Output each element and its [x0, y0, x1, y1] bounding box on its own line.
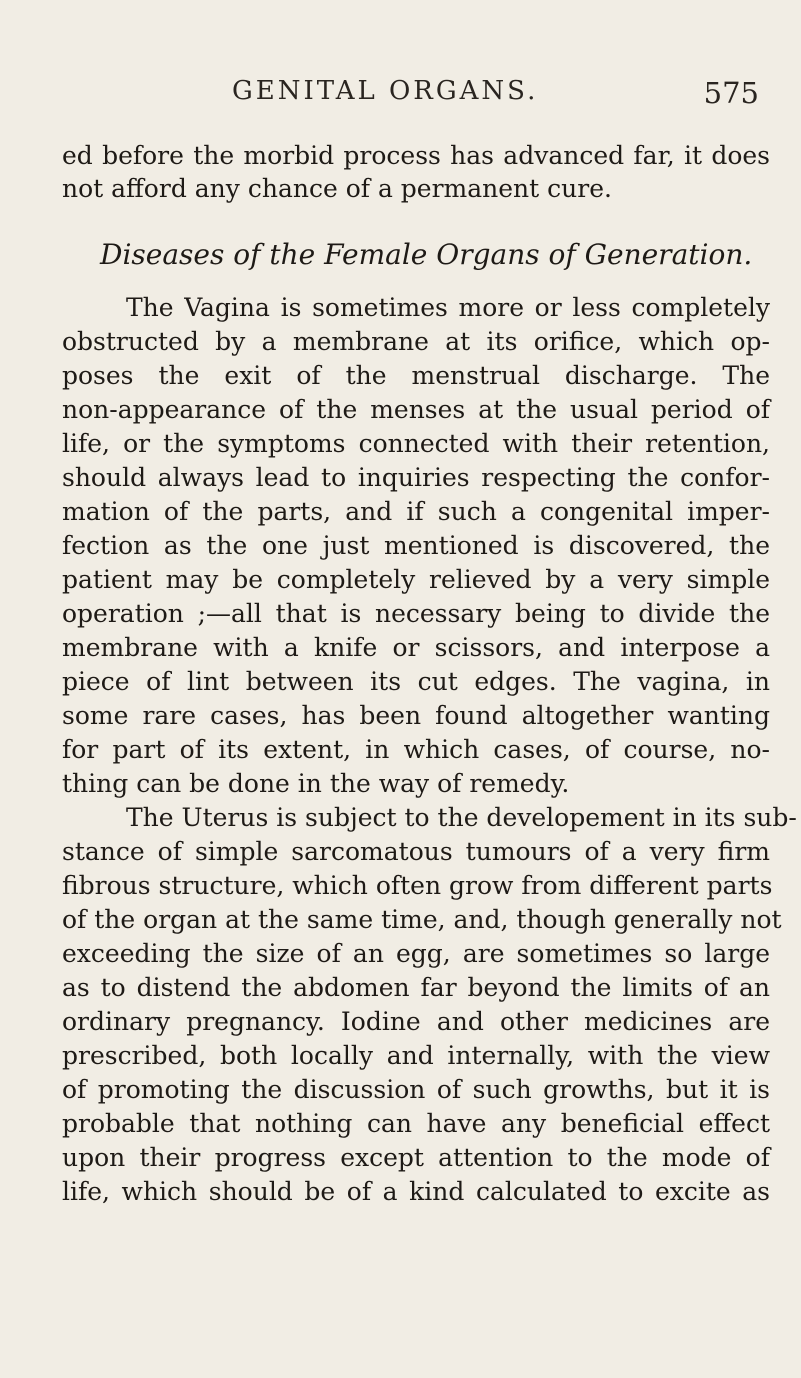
text-line: for part of its extent, in which cases, of course, no- — [62, 735, 770, 764]
text-line: poses the exit of the menstrual discharge. The — [62, 361, 770, 390]
text-line: fection as the one just mentioned is discovered, the — [62, 531, 770, 560]
text-line: mation of the parts, and if such a congenital imper- — [62, 497, 770, 526]
text-line: The Vagina is sometimes more or less completely — [126, 293, 770, 322]
text-line: not afford any chance of a permanent cure. — [62, 174, 612, 203]
text-line: upon their progress except attention to the mode of — [62, 1143, 770, 1172]
page-number: 575 — [703, 76, 759, 110]
running-head — [62, 76, 777, 116]
text-line: The Uterus is subject to the developement in its sub- — [126, 803, 797, 832]
text-line: ed before the morbid process has advanced far, it does — [62, 141, 770, 170]
text-line: stance of simple sarcomatous tumours of a very firm — [62, 837, 770, 866]
text-line: exceeding the size of an egg, are sometimes so large — [62, 939, 770, 968]
text-line: probable that nothing can have any beneficial effect — [62, 1109, 770, 1138]
text-line: prescribed, both locally and internally, with the view — [62, 1041, 770, 1070]
text-line: operation ;—all that is necessary being to divide the — [62, 599, 770, 628]
text-line: should always lead to inquiries respecting the confor- — [62, 463, 770, 492]
text-line: of the organ at the same time, and, though generally not — [62, 905, 782, 934]
text-line: of promoting the discussion of such growths, but it is — [62, 1075, 770, 1104]
text-line: some rare cases, has been found altogether wanting — [62, 701, 770, 730]
text-line: patient may be completely relieved by a very simple — [62, 565, 770, 594]
text-line: obstructed by a membrane at its orifice, which op- — [62, 327, 770, 356]
text-line: ordinary pregnancy. Iodine and other medicines are — [62, 1007, 770, 1036]
text-line: thing can be done in the way of remedy. — [62, 769, 570, 798]
text-line: non-appearance of the menses at the usual period of — [62, 395, 770, 424]
text-line: membrane with a knife or scissors, and interpose a — [62, 633, 770, 662]
running-head-title: GENITAL ORGANS. — [232, 76, 539, 106]
text-line: fibrous structure, which often grow from different parts — [62, 871, 773, 900]
text-line: piece of lint between its cut edges. The vagina, in — [62, 667, 770, 696]
section-heading: Diseases of the Female Organs of Generation. — [100, 238, 753, 271]
text-line: as to distend the abdomen far beyond the limits of an — [62, 973, 770, 1002]
text-line: life, which should be of a kind calculated to excite as — [62, 1177, 770, 1206]
text-line: life, or the symptoms connected with their retention, — [62, 429, 770, 458]
